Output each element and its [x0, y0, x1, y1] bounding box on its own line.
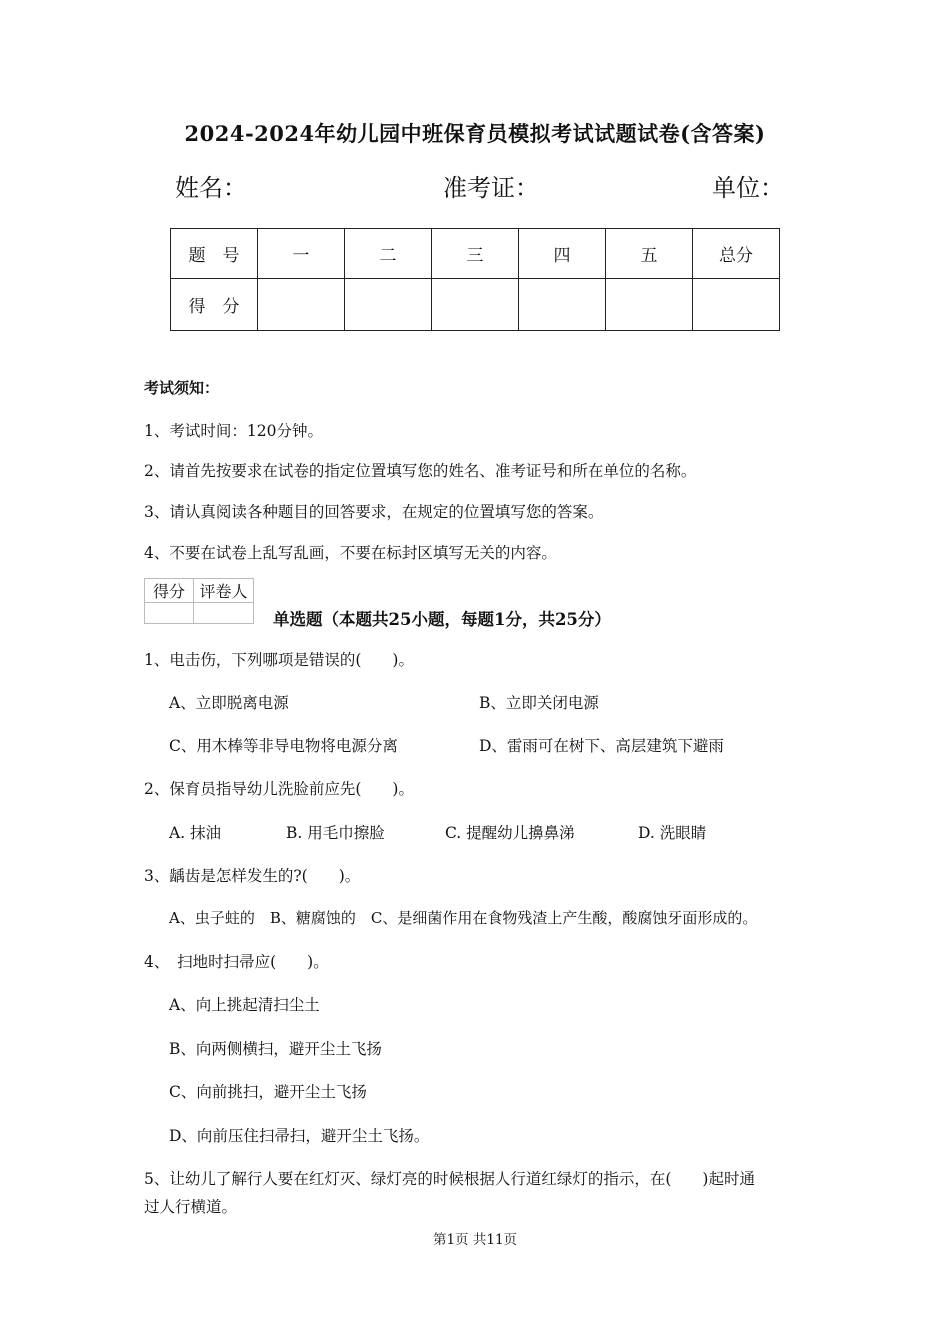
- score-cell: [519, 279, 606, 331]
- option: D、雷雨可在树下、高层建筑下避雨: [479, 737, 724, 755]
- header-cell: 五: [606, 229, 693, 279]
- question-stem-continued: 过人行横道。: [144, 1198, 238, 1216]
- question-stem: 2、保育员指导幼儿洗脸前应先( )。: [144, 780, 414, 798]
- score-table-header-row: [171, 229, 780, 279]
- option: B. 用毛巾擦脸: [286, 824, 385, 842]
- grader-box: [144, 578, 254, 624]
- option: B、立即关闭电源: [479, 694, 599, 712]
- grader-score-cell: [145, 603, 194, 624]
- notice-heading: 考试须知：: [144, 379, 220, 397]
- score-cell: [606, 279, 693, 331]
- option: C、向前挑扫，避开尘土飞扬: [169, 1083, 367, 1101]
- grader-name-label: 评卷人: [194, 579, 254, 603]
- page-title: 2024-2024年幼儿园中班保育员模拟考试试题试卷(含答案): [184, 121, 766, 146]
- header-cell: 题 号: [171, 229, 258, 279]
- row-label-cell: 得 分: [171, 279, 258, 331]
- option: C、用木棒等非导电物将电源分离: [169, 737, 398, 755]
- question-stem: 1、电击伤，下列哪项是错误的( )。: [144, 651, 414, 669]
- exam-id-label: 准考证：: [443, 174, 539, 202]
- option: B、向两侧横扫，避开尘土飞扬: [169, 1040, 382, 1058]
- question-stem: 4、 扫地时扫帚应( )。: [144, 953, 329, 971]
- option: A、立即脱离电源: [169, 694, 289, 712]
- option: D、向前压住扫帚扫，避开尘土飞扬。: [169, 1127, 430, 1145]
- score-cell: [258, 279, 345, 331]
- header-cell: 三: [432, 229, 519, 279]
- header-cell: 二: [345, 229, 432, 279]
- score-table: [170, 228, 780, 331]
- name-label: 姓名：: [175, 174, 247, 202]
- section-heading: 单选题（本题共25小题，每题1分，共25分）: [273, 610, 611, 629]
- option: A、向上挑起清扫尘土: [169, 996, 320, 1014]
- header-cell: 一: [258, 229, 345, 279]
- option: D. 洗眼睛: [638, 824, 707, 842]
- option: C. 提醒幼儿擤鼻涕: [445, 824, 575, 842]
- question-stem: 3、龋齿是怎样发生的?( )。: [144, 867, 361, 885]
- page-footer: 第1页 共11页: [432, 1232, 518, 1248]
- grader-score-label: 得分: [145, 579, 194, 603]
- unit-label: 单位：: [712, 174, 784, 202]
- header-cell: 总分: [693, 229, 780, 279]
- option: A. 抹油: [169, 824, 222, 842]
- notice-item: 2、请首先按要求在试卷的指定位置填写您的姓名、准考证号和所在单位的名称。: [144, 462, 697, 480]
- option: A、虫子蛀的 B、糖腐蚀的 C、是细菌作用在食物残渣上产生酸，酸腐蚀牙面形成的。: [169, 909, 758, 927]
- notice-item: 1、考试时间：120分钟。: [144, 422, 323, 440]
- score-table-score-row: [171, 279, 780, 331]
- grader-name-cell: [194, 603, 254, 624]
- notice-item: 3、请认真阅读各种题目的回答要求，在规定的位置填写您的答案。: [144, 503, 604, 521]
- score-cell: [345, 279, 432, 331]
- notice-item: 4、不要在试卷上乱写乱画，不要在标封区填写无关的内容。: [144, 544, 557, 562]
- score-cell: [693, 279, 780, 331]
- question-stem: 5、让幼儿了解行人要在红灯灭、绿灯亮的时候根据人行道红绿灯的指示，在( )起时通: [144, 1170, 755, 1188]
- score-cell: [432, 279, 519, 331]
- header-cell: 四: [519, 229, 606, 279]
